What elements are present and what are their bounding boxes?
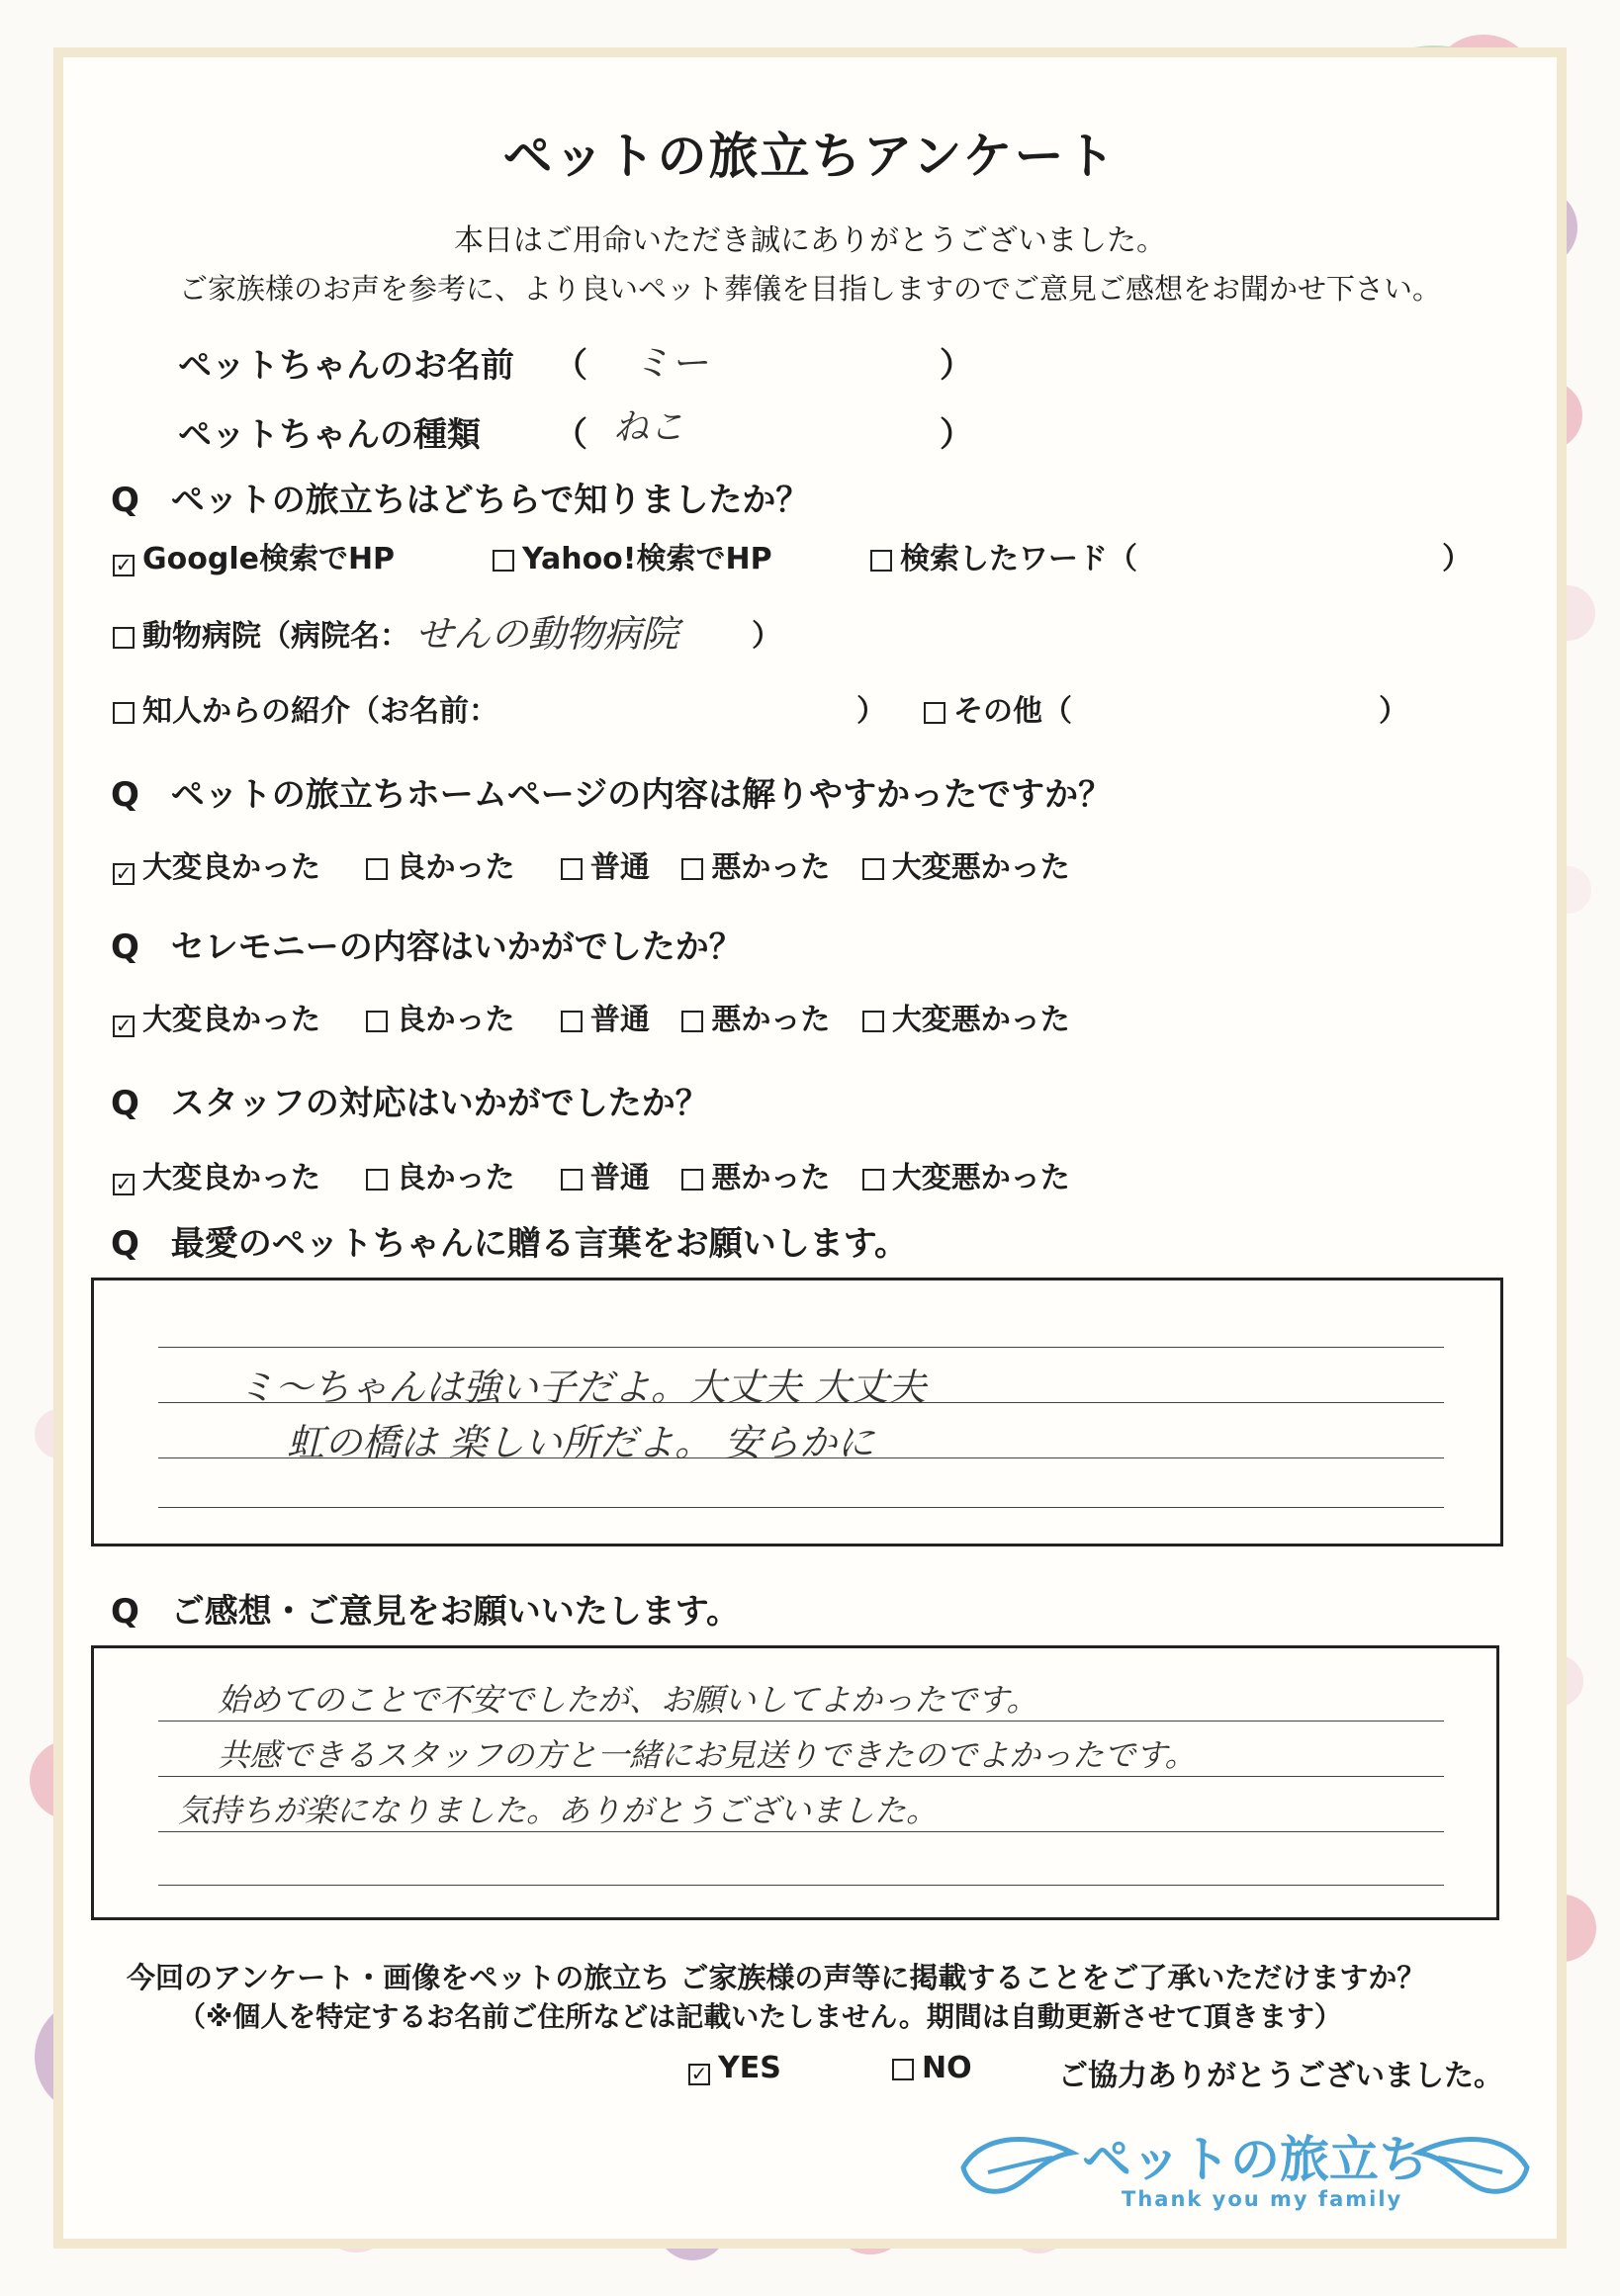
question-5 (111, 1216, 908, 1265)
checkbox-checked[interactable]: ✓ (113, 555, 135, 576)
checkbox[interactable] (561, 1011, 583, 1032)
intro-line-2: ご家族様のお声を参考に、より良いペット葬儀を目指しますのでご意見ご感想をお聞かせ下さい。 (178, 272, 1441, 306)
pet-type-field[interactable]: ねこ (613, 407, 685, 448)
rating-label: 普通 (589, 1161, 650, 1195)
option-other[interactable] (924, 686, 1072, 730)
checkbox-checked[interactable]: ✓ (113, 1016, 135, 1037)
rating-label: 大変悪かった (891, 1161, 1070, 1195)
ruled-line (158, 1831, 1444, 1832)
checkbox[interactable] (870, 550, 892, 572)
feedback-line-1: 始めてのことで不安でしたが、お願いしてよかったです。 (218, 1681, 1038, 1719)
feedback-line-3: 気持ちが楽になりました。ありがとうございました。 (178, 1792, 939, 1829)
pet-name-field[interactable]: ミー (633, 341, 709, 385)
checkbox[interactable] (862, 1169, 884, 1191)
ruled-line (158, 1347, 1444, 1348)
q-marker: Q (111, 927, 139, 967)
ruled-line (158, 1507, 1444, 1508)
checkbox[interactable] (862, 858, 884, 880)
q-marker: Q (111, 1224, 139, 1264)
rating-label: 悪かった (711, 850, 831, 885)
checkbox[interactable] (681, 1169, 703, 1191)
consent-yes[interactable] (688, 2051, 781, 2085)
checkbox[interactable] (561, 858, 583, 880)
option-google-label: Google検索でHP (142, 542, 396, 576)
question-2 (111, 767, 1112, 816)
checkbox-checked[interactable]: ✓ (113, 1174, 135, 1195)
checkbox[interactable] (366, 1011, 388, 1032)
rating-row-3 (113, 995, 1070, 1038)
rating-row-4 (113, 1153, 1070, 1196)
rating-label: 悪かった (711, 1161, 831, 1195)
question-5-text: 最愛のペットちゃんに贈る言葉をお願いします。 (170, 1224, 909, 1264)
ruled-line (158, 1885, 1444, 1886)
page-title: ペットの旅立ちアンケート (502, 128, 1118, 185)
checkbox-checked[interactable]: ✓ (688, 2064, 710, 2085)
logo-name: ペットの旅立ち (1082, 2131, 1428, 2188)
message-line-2: 虹の橋は 楽しい所だよ。 安らかに (287, 1421, 875, 1464)
option-referral[interactable] (113, 686, 498, 730)
hospital-name-field[interactable]: せんの動物病院 (415, 612, 679, 656)
pet-type-close: ） (940, 415, 973, 455)
rating-label: 悪かった (711, 1003, 831, 1037)
consent-question: 今回のアンケート・画像をペットの旅立ち ご家族様の声等に掲載することをご了承いただけますか？ (127, 1961, 1426, 1994)
option-yahoo-label: Yahoo!検索でHP (522, 542, 772, 576)
option-hospital[interactable] (113, 611, 409, 655)
checkbox[interactable] (366, 1169, 388, 1191)
rating-label: 大変悪かった (891, 850, 1070, 885)
feedback-line-2: 共感できるスタッフの方と一緒にお見送りできたのでよかったです。 (218, 1736, 1197, 1774)
checkbox[interactable] (892, 2059, 914, 2080)
checkbox[interactable] (113, 627, 135, 649)
checkbox[interactable] (113, 702, 135, 724)
pet-name-label: ペットちゃんのお名前 (178, 346, 514, 386)
keyword-close: ） (1442, 542, 1472, 576)
rating-label: 普通 (589, 850, 650, 885)
pet-name-open: （ (554, 346, 587, 386)
option-keyword[interactable] (870, 534, 1137, 577)
question-1 (111, 473, 809, 521)
message-line-1: ミ〜ちゃんは強い子だよ。大丈夫 大丈夫 (237, 1366, 927, 1409)
consent-yes-label: YES (718, 2051, 781, 2085)
checkbox[interactable] (561, 1169, 583, 1191)
consent-no[interactable] (892, 2051, 972, 2085)
question-2-text: ペットの旅立ちホームページの内容は解りやすかったですか？ (170, 775, 1113, 815)
referral-close: ） (856, 694, 886, 729)
rating-label: 大変悪かった (891, 1003, 1070, 1037)
other-close: ） (1379, 694, 1408, 729)
checkbox[interactable] (862, 1011, 884, 1032)
rating-label: 良かった (396, 1003, 515, 1037)
checkbox[interactable] (681, 1011, 703, 1032)
question-3-text: セレモニーの内容はいかがでしたか？ (170, 927, 743, 967)
rating-label: 大変良かった (142, 1003, 320, 1037)
option-keyword-label: 検索したワード（ (900, 542, 1137, 576)
option-hospital-label: 動物病院（病院名： (142, 619, 409, 654)
rating-row-2 (113, 842, 1070, 886)
question-4 (111, 1076, 709, 1124)
q-marker: Q (111, 1084, 139, 1123)
checkbox[interactable] (681, 858, 703, 880)
rating-label: 大変良かった (142, 850, 320, 885)
thanks-text: ご協力ありがとうございました。 (1058, 2059, 1503, 2093)
question-6 (111, 1584, 740, 1633)
question-3 (111, 920, 743, 968)
rating-label: 良かった (396, 850, 515, 885)
rating-label: 大変良かった (142, 1161, 320, 1195)
question-6-text: ご感想・ご意見をお願いいたします。 (170, 1592, 741, 1632)
pet-name-close: ） (940, 346, 973, 386)
consent-no-label: NO (922, 2051, 972, 2085)
checkbox[interactable] (366, 858, 388, 880)
q-marker: Q (111, 775, 139, 815)
rating-label: 良かった (396, 1161, 515, 1195)
checkbox-checked[interactable]: ✓ (113, 863, 135, 885)
checkbox[interactable] (493, 550, 514, 572)
option-google[interactable] (113, 534, 395, 577)
ruled-line (158, 1721, 1444, 1722)
logo-tagline: Thank you my family (1122, 2187, 1403, 2211)
option-referral-label: 知人からの紹介（お名前： (142, 694, 498, 729)
pet-type-open: （ (554, 415, 587, 455)
hospital-close: ） (752, 619, 781, 654)
consent-note: （※個人を特定するお名前ご住所などは記載いたしません。期間は自動更新させて頂きます） (178, 2000, 1342, 2033)
question-4-text: スタッフの対応はいかがでしたか？ (170, 1084, 709, 1123)
pet-type-label: ペットちゃんの種類 (178, 415, 481, 455)
q-marker: Q (111, 1592, 139, 1632)
q-marker: Q (111, 481, 139, 520)
option-other-label: その他（ (953, 694, 1072, 729)
question-1-text: ペットの旅立ちはどちらで知りましたか？ (170, 481, 810, 520)
option-yahoo[interactable] (493, 534, 772, 577)
intro-line-1: 本日はご用命いただき誠にありがとうございました。 (454, 223, 1166, 258)
ruled-line (158, 1776, 1444, 1777)
checkbox[interactable] (924, 702, 945, 724)
rating-label: 普通 (589, 1003, 650, 1037)
